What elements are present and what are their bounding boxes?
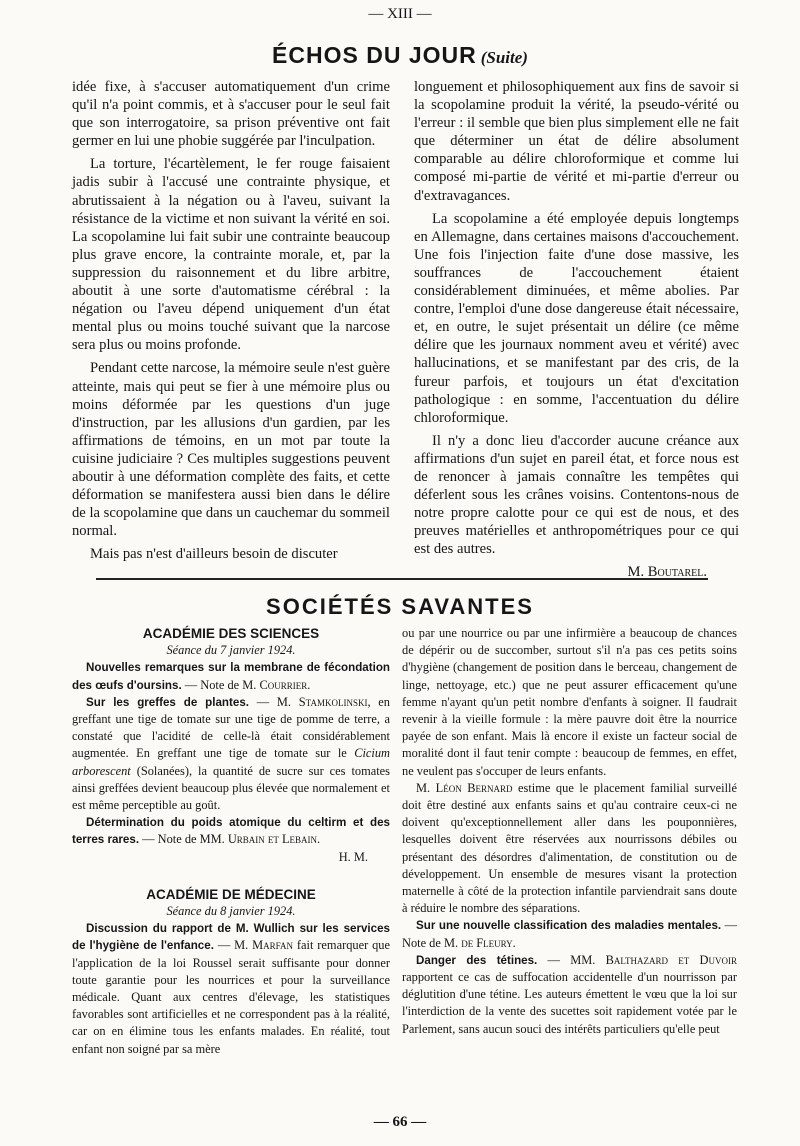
communication-author: M. de Fleury. (443, 935, 516, 950)
communication-author: — M. Stamkolinski, (248, 694, 371, 709)
communication-author: M. Léon Bernard (416, 780, 513, 795)
communication-note: — Note de (181, 677, 243, 692)
species-name: Cicium arborescent (72, 746, 390, 778)
communication-title: Danger des tétines. (416, 953, 538, 967)
echos-paragraph: longuement et philosophiquement aux fins de savoir si la scopolamine produit la vérité, la pseudo-vérité ou l'erreur : il semble que bien plus simplement elle ne fait que déterminer un état de délire absolument comparable au délire chloroformique et comme lui composé mi-partie de vérité et mi-partie d'erreur ou d'extravagances. (414, 79, 739, 204)
section-divider (96, 578, 708, 580)
communication-text: estime que le placement familial surveillé doit être destiné aux enfants sains et qu'au contraire ceux-ci ne doivent qu'exceptionnellement aller dans les pouponnières, lesquelles doivent être réservées aux nourrissons débiles ou présentant des désordres d'alimentation, de constitution ou de développement. Un ensemble de mesures visant la protection maternelle à côté de la protection infantile parviendrait sans doute à réduire le nombre des séparations. (402, 780, 737, 916)
echos-title-suite: (Suite) (480, 48, 528, 67)
communication-text: (Solanées), la quantité de sucre sur ces tomates ainsi greffées devient beaucoup plus élevée que normalement et est même perceptible au goût. (72, 763, 390, 813)
societes-title: SOCIÉTÉS SAVANTES (266, 594, 534, 619)
echos-paragraph: La torture, l'écartèlement, le fer rouge faisaient jadis subir à l'accusé une contrainte physique, et abrutissaient à la négation ou à l'aveu, suivant la résistance de la victime et non suivant la vérité en soi. La scopolamine lui fait subir une contrainte beaucoup plus grave encore, la contrainte morale, et, par la suppression du raisonnement et du libre arbitre, aboutit à une sorte d'automatisme cérébral : la négation ou l'aveu dépend uniquement d'un état mental plus ou moins touché suivant que la narcose sera plus ou moins profonde. (72, 156, 390, 354)
communication-title: Discussion du rapport de M. Wullich sur les services de l'hygiène de l'enfance. (72, 922, 390, 953)
communication-author: Urbain et Lebain. (227, 832, 321, 847)
echos-paragraph: La scopolamine a été employée depuis longtemps en Allemagne, dans certaines maisons d'accouchement. Une fois l'injection faite d'une dose massive, les souffrances de l'accouchement étaient considérablement diminuées, et même abolies. Par contre, l'emploi d'une dose dangereuse était nécessaire, et, en outre, le sujet présentait un délire (ce même délire que les journaux nomment aveu et vérité) avec hallucinations, et se manifestant par des cris, de la fureur parfois, et toujours un état d'excitation pathologique : en somme, l'accentuation du délire chloroformique. (414, 210, 739, 426)
communication-item (402, 917, 737, 951)
echos-left-column (72, 78, 390, 563)
seance-date: Séance du 7 janvier 1924. (166, 643, 296, 658)
seance-date: Séance du 8 janvier 1924. (166, 904, 296, 919)
continued-text: ou par une nourrice ou par une infirmière a beaucoup de chances de dépérir ou de succomber, surtout s'il n'a pas ces petits soins d'hygiène (changement de position dans le berceau, changement de linge, nettoyage, etc.) que ne peut assurer efficacement qu'une femme n'ayant qu'un petit nombre d'enfants à soigner. Il faudrait revenir à la vieille formule : la mère pauvre doit être la nourrice payée de son enfant. Mais là encore il existe un facteur social de moralité dont il faut tenir compte : beaucoup de femmes, en effet, ne veulent pas s'occuper de leurs enfants. (402, 626, 737, 778)
echos-paragraph: Mais pas n'est d'ailleurs besoin de discuter (90, 546, 338, 563)
echos-paragraph: Il n'y a donc lieu d'accorder aucune créance aux affirmations d'un sujet en pareil état, et force nous est de renoncer à jamais connaître les tempêtes qui déferlent sous les crânes voisins. Contentons-nous de notre propre calotte pour ce qui est de nous, et des preuves matérielles et anthropométriques pour ce qui est des autres. (414, 432, 739, 558)
communication-item (72, 659, 390, 693)
echos-title-main: ÉCHOS DU JOUR (272, 42, 477, 68)
author-signature: M. Boutarel. (627, 564, 707, 581)
communication-note: — Note de (402, 918, 737, 950)
communication-title: Sur les greffes de plantes. (86, 695, 249, 709)
communication-title: Sur une nouvelle classification des maladies mentales. (416, 919, 722, 933)
communication-item (72, 920, 390, 1058)
communication-author: M. Courrier. (242, 677, 311, 692)
echos-right-column (414, 78, 739, 582)
communication-item (402, 952, 737, 1038)
echos-paragraph: Pendant cette narcose, la mémoire seule n'est guère atteinte, mais qui peut se fier à une mémoire plus ou moins déformée par les questions d'un juge d'instruction, par les allusions d'un gardien, par les affirmations de témoins, en un mot par toute la cuisine judiciaire ? Ces multiples suggestions peuvent aboutir à une déformation complète des faits, et cette déformation se manifestera aussi bien dans le délire de la scopolamine que dans un cauchemar du sommeil normal. (72, 360, 390, 540)
page-number: — 66 — (373, 1114, 427, 1130)
communication-note: — Note de MM. (139, 832, 228, 847)
roman-folio: — XIII — (368, 6, 432, 22)
academie-medecine-heading: ACADÉMIE DE MÉDECINE (146, 886, 316, 902)
communication-item (402, 780, 737, 918)
societes-left-column (72, 625, 390, 1058)
societes-right-column (402, 625, 737, 1038)
communication-item (72, 814, 390, 848)
echos-title (0, 42, 800, 69)
reporter-initials: H. M. (338, 849, 368, 864)
communication-item (72, 694, 390, 814)
communication-author: — M. Marfan (213, 938, 293, 953)
communication-text: fait remarquer que l'application de la loi Roussel serait suffisante pour donner toute garantie pour les nourrices et pour la surveillance médicale. Quant aux centres d'élevage, les statistiques favorables sont artificielles et ne correspondent pas à la réalité, car on en élimine tous les enfants malades. En réalité, tout enfant non soigné par sa mère (72, 938, 391, 1056)
communication-text: en greffant une tige de tomate sur une tige de pomme de terre, a constaté que l'acidité de celle-là était considérablement augmentée. En greffant une tige de tomate sur le (72, 694, 391, 761)
communication-title: Détermination du poids atomique du celtirm et des terres rares. (72, 816, 390, 847)
communication-author: — MM. Balthazard et Duvoir (537, 952, 737, 967)
academie-sciences-heading: ACADÉMIE DES SCIENCES (142, 626, 320, 641)
communication-text: rapportent ce cas de suffocation accidentelle d'un nourrisson par déglutition d'une tétine. Les auteurs émettent le vœu que la loi sur l'interdiction de la vente des sucettes soit rapidement votée par le Parlement, sans aucun souci des intérêts particuliers qu'elle peut (402, 970, 737, 1036)
communication-title: Nouvelles remarques sur la membrane de fécondation des œufs d'oursins. (72, 661, 390, 692)
spacer (72, 866, 390, 886)
echos-paragraph: idée fixe, à s'accuser automatiquement d'un crime qu'il n'a point commis, et à s'accuser pour le seul fait que son interrogatoire, sa prison préventive ont fait germer en lui une phobie suggérée par l'inculpation. (72, 79, 390, 150)
